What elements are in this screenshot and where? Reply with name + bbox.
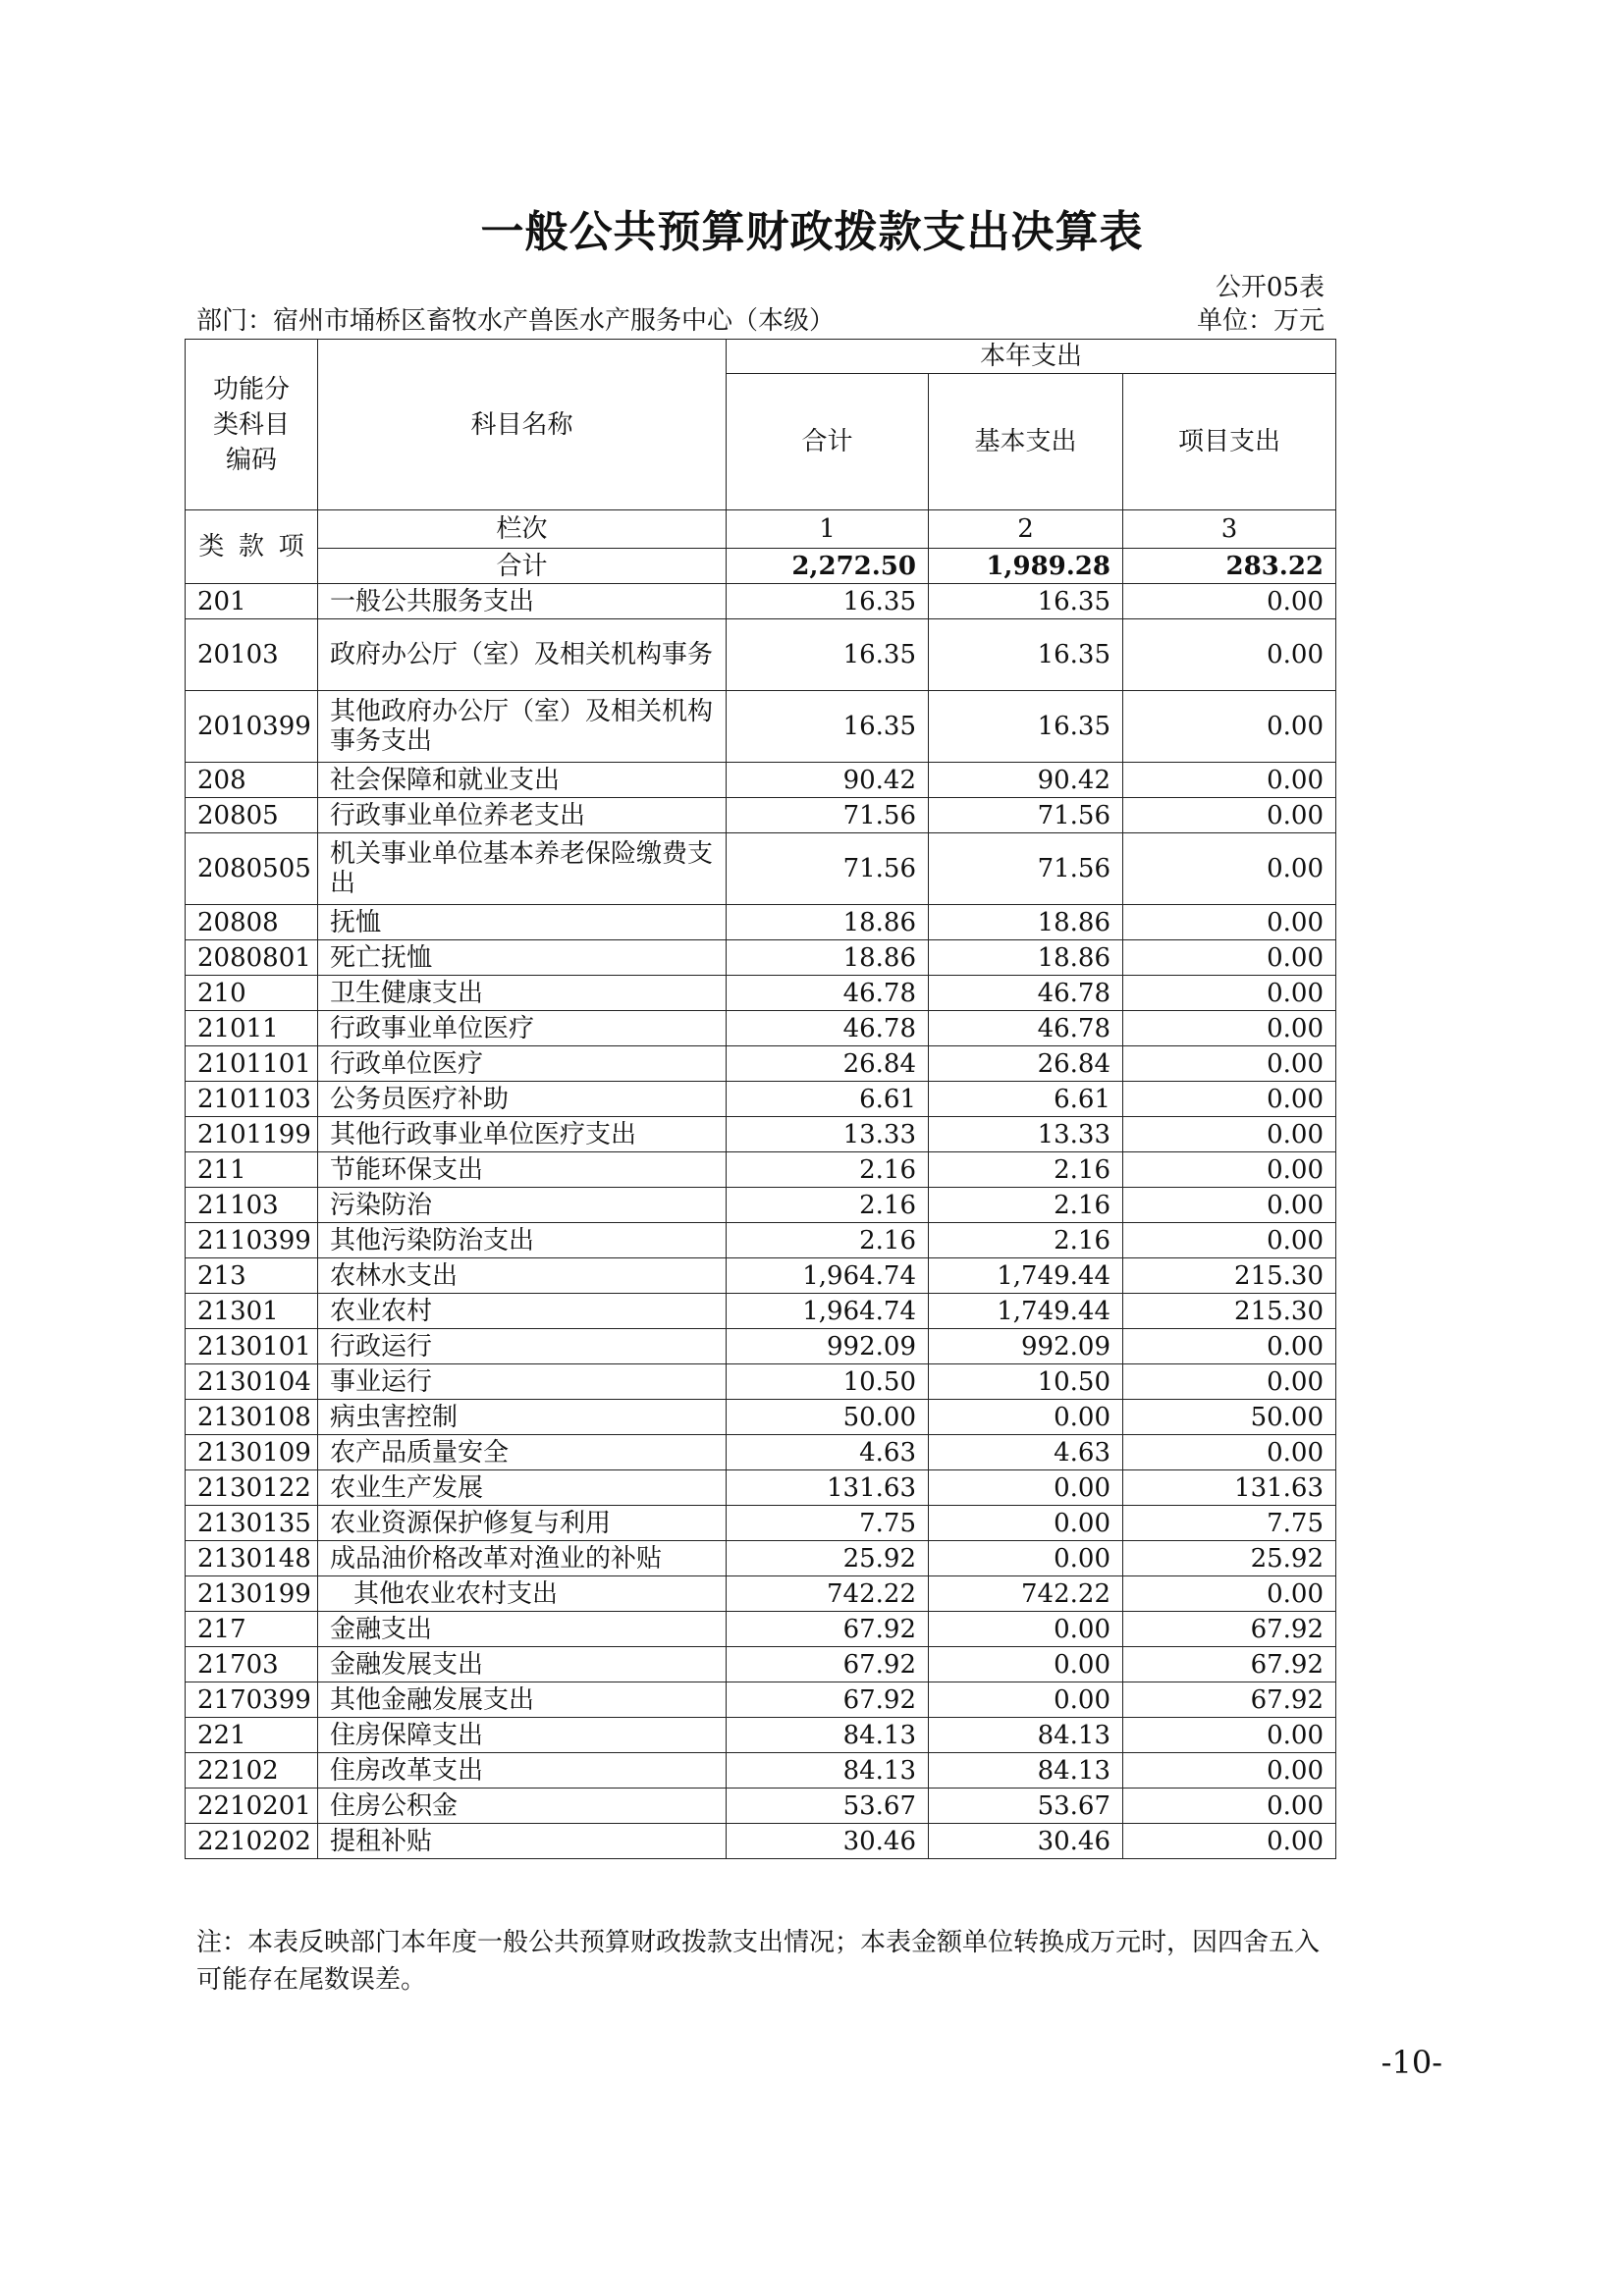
row-basic: 0.00 (929, 1612, 1123, 1647)
row-basic: 16.35 (929, 619, 1123, 691)
total-row (186, 549, 1336, 584)
table-row (186, 691, 1336, 763)
row-total: 2.16 (727, 1152, 929, 1188)
row-total: 71.56 (727, 798, 929, 833)
row-basic: 2.16 (929, 1152, 1123, 1188)
row-code: 2130122 (186, 1470, 318, 1506)
header-total: 合计 (727, 374, 929, 510)
class-cell (186, 510, 318, 584)
row-code: 20808 (186, 905, 318, 940)
row-code: 213 (186, 1258, 318, 1294)
table-row (186, 763, 1336, 798)
row-name: 机关事业单位基本养老保险缴费支出 (318, 833, 727, 905)
row-total: 16.35 (727, 691, 929, 763)
row-total: 10.50 (727, 1364, 929, 1400)
row-name: 其他农业农村支出 (318, 1576, 727, 1612)
row-basic: 71.56 (929, 833, 1123, 905)
row-basic: 13.33 (929, 1117, 1123, 1152)
table-row (186, 1329, 1336, 1364)
table-row (186, 1647, 1336, 1682)
row-code: 211 (186, 1152, 318, 1188)
row-project: 0.00 (1123, 1152, 1336, 1188)
table-row (186, 1435, 1336, 1470)
total-basic: 1,989.28 (929, 549, 1123, 584)
row-name: 公务员医疗补助 (318, 1082, 727, 1117)
table-row (186, 1294, 1336, 1329)
table-row (186, 833, 1336, 905)
table-row (186, 1682, 1336, 1718)
table-row (186, 1117, 1336, 1152)
row-code: 21103 (186, 1188, 318, 1223)
unit-label: 单位：万元 (1196, 306, 1325, 336)
table-row (186, 619, 1336, 691)
row-code: 20103 (186, 619, 318, 691)
row-basic: 18.86 (929, 905, 1123, 940)
row-basic: 16.35 (929, 691, 1123, 763)
table-row (186, 1258, 1336, 1294)
row-basic: 30.46 (929, 1824, 1123, 1859)
row-total: 131.63 (727, 1470, 929, 1506)
table-row (186, 1082, 1336, 1117)
row-project: 0.00 (1123, 1718, 1336, 1753)
table-row (186, 1470, 1336, 1506)
row-basic: 90.42 (929, 763, 1123, 798)
row-name: 行政事业单位养老支出 (318, 798, 727, 833)
row-total: 16.35 (727, 619, 929, 691)
row-code: 2101101 (186, 1046, 318, 1082)
row-basic: 0.00 (929, 1470, 1123, 1506)
index-3: 3 (1123, 510, 1336, 549)
row-total: 53.67 (727, 1789, 929, 1824)
row-basic: 992.09 (929, 1329, 1123, 1364)
row-project: 0.00 (1123, 1789, 1336, 1824)
row-name: 提租补贴 (318, 1824, 727, 1859)
header-code (186, 340, 318, 510)
row-code: 217 (186, 1612, 318, 1647)
form-number: 公开05表 (1215, 273, 1325, 302)
table-row (186, 1541, 1336, 1576)
department-label: 部门：宿州市埇桥区畜牧水产兽医水产服务中心（本级） (196, 306, 836, 336)
row-project: 131.63 (1123, 1470, 1336, 1506)
table-row (186, 584, 1336, 619)
table-row (186, 1011, 1336, 1046)
row-name: 金融发展支出 (318, 1647, 727, 1682)
row-project: 0.00 (1123, 584, 1336, 619)
index-1: 1 (727, 510, 929, 549)
row-total: 2.16 (727, 1223, 929, 1258)
index-label: 栏次 (318, 510, 727, 549)
row-total: 67.92 (727, 1682, 929, 1718)
row-code: 2130108 (186, 1400, 318, 1435)
table-row (186, 1223, 1336, 1258)
header-code-label: 功能分类科目编码 (212, 374, 290, 475)
footnote: 注：本表反映部门本年度一般公共预算财政拨款支出情况；本表金额单位转换成万元时，因四舍五入可能存在尾数误差。 (196, 1928, 1321, 1995)
row-name: 住房公积金 (318, 1789, 727, 1824)
row-project: 0.00 (1123, 1188, 1336, 1223)
row-name: 节能环保支出 (318, 1152, 727, 1188)
row-total: 90.42 (727, 763, 929, 798)
header-row-1 (186, 340, 1336, 374)
row-code: 208 (186, 763, 318, 798)
row-name: 一般公共服务支出 (318, 584, 727, 619)
row-name: 金融支出 (318, 1612, 727, 1647)
row-name: 卫生健康支出 (318, 976, 727, 1011)
row-project: 0.00 (1123, 619, 1336, 691)
row-basic: 26.84 (929, 1046, 1123, 1082)
total-label: 合计 (318, 549, 727, 584)
row-project: 7.75 (1123, 1506, 1336, 1541)
row-code: 221 (186, 1718, 318, 1753)
row-project: 0.00 (1123, 1753, 1336, 1789)
row-total: 992.09 (727, 1329, 929, 1364)
row-project: 0.00 (1123, 1223, 1336, 1258)
row-basic: 6.61 (929, 1082, 1123, 1117)
row-name: 农业资源保护修复与利用 (318, 1506, 727, 1541)
row-project: 0.00 (1123, 1082, 1336, 1117)
row-name: 行政事业单位医疗 (318, 1011, 727, 1046)
row-total: 67.92 (727, 1647, 929, 1682)
header-name: 科目名称 (318, 340, 727, 510)
page-title: 一般公共预算财政拨款支出决算表 (480, 207, 1144, 257)
expenditure-table (185, 339, 1336, 1859)
row-basic: 2.16 (929, 1188, 1123, 1223)
table-row (186, 1152, 1336, 1188)
row-project: 0.00 (1123, 905, 1336, 940)
row-project: 0.00 (1123, 833, 1336, 905)
row-total: 46.78 (727, 976, 929, 1011)
row-total: 1,964.74 (727, 1294, 929, 1329)
row-code: 22102 (186, 1753, 318, 1789)
row-code: 21301 (186, 1294, 318, 1329)
row-name: 住房保障支出 (318, 1718, 727, 1753)
row-project: 0.00 (1123, 1011, 1336, 1046)
row-code: 2010399 (186, 691, 318, 763)
row-project: 50.00 (1123, 1400, 1336, 1435)
row-name: 农林水支出 (318, 1258, 727, 1294)
row-project: 0.00 (1123, 976, 1336, 1011)
row-project: 0.00 (1123, 1364, 1336, 1400)
table-row (186, 1506, 1336, 1541)
index-row (186, 510, 1336, 549)
total-sum: 2,272.50 (727, 549, 929, 584)
row-project: 0.00 (1123, 1435, 1336, 1470)
row-code: 2210202 (186, 1824, 318, 1859)
row-total: 84.13 (727, 1753, 929, 1789)
row-code: 2130148 (186, 1541, 318, 1576)
row-name: 污染防治 (318, 1188, 727, 1223)
row-code: 2130135 (186, 1506, 318, 1541)
row-project: 25.92 (1123, 1541, 1336, 1576)
row-basic: 2.16 (929, 1223, 1123, 1258)
row-basic: 0.00 (929, 1541, 1123, 1576)
row-name: 农业生产发展 (318, 1470, 727, 1506)
row-code: 2080505 (186, 833, 318, 905)
table-row (186, 905, 1336, 940)
row-name: 行政运行 (318, 1329, 727, 1364)
row-name: 其他金融发展支出 (318, 1682, 727, 1718)
index-2: 2 (929, 510, 1123, 549)
row-total: 742.22 (727, 1576, 929, 1612)
row-name: 抚恤 (318, 905, 727, 940)
row-name: 事业运行 (318, 1364, 727, 1400)
table-row (186, 798, 1336, 833)
table-row (186, 1188, 1336, 1223)
row-total: 46.78 (727, 1011, 929, 1046)
row-name: 农产品质量安全 (318, 1435, 727, 1470)
row-code: 2210201 (186, 1789, 318, 1824)
row-name: 其他污染防治支出 (318, 1223, 727, 1258)
header-group: 本年支出 (727, 340, 1336, 374)
row-code: 2130104 (186, 1364, 318, 1400)
row-name: 政府办公厅（室）及相关机构事务 (318, 619, 727, 691)
row-total: 2.16 (727, 1188, 929, 1223)
class-lei: 类 (198, 532, 225, 561)
row-code: 2110399 (186, 1223, 318, 1258)
row-basic: 1,749.44 (929, 1258, 1123, 1294)
row-basic: 53.67 (929, 1789, 1123, 1824)
row-project: 0.00 (1123, 1576, 1336, 1612)
row-total: 67.92 (727, 1612, 929, 1647)
row-name: 成品油价格改革对渔业的补贴 (318, 1541, 727, 1576)
header-basic: 基本支出 (929, 374, 1123, 510)
table-row (186, 1753, 1336, 1789)
table-row (186, 1789, 1336, 1824)
row-code: 21011 (186, 1011, 318, 1046)
total-project: 283.22 (1123, 549, 1336, 584)
row-basic: 84.13 (929, 1718, 1123, 1753)
row-code: 21703 (186, 1647, 318, 1682)
row-basic: 0.00 (929, 1682, 1123, 1718)
row-total: 7.75 (727, 1506, 929, 1541)
row-basic: 10.50 (929, 1364, 1123, 1400)
row-total: 50.00 (727, 1400, 929, 1435)
row-name: 其他政府办公厅（室）及相关机构事务支出 (318, 691, 727, 763)
row-total: 4.63 (727, 1435, 929, 1470)
row-project: 215.30 (1123, 1258, 1336, 1294)
row-code: 20805 (186, 798, 318, 833)
row-basic: 18.86 (929, 940, 1123, 976)
row-code: 2130199 (186, 1576, 318, 1612)
row-project: 0.00 (1123, 1824, 1336, 1859)
row-basic: 46.78 (929, 1011, 1123, 1046)
row-project: 0.00 (1123, 1046, 1336, 1082)
table-row (186, 1576, 1336, 1612)
row-basic: 0.00 (929, 1400, 1123, 1435)
table-row (186, 1400, 1336, 1435)
row-total: 1,964.74 (727, 1258, 929, 1294)
row-code: 2130101 (186, 1329, 318, 1364)
row-name: 病虫害控制 (318, 1400, 727, 1435)
row-project: 215.30 (1123, 1294, 1336, 1329)
row-project: 0.00 (1123, 763, 1336, 798)
table-row (186, 1824, 1336, 1859)
row-total: 18.86 (727, 905, 929, 940)
row-project: 0.00 (1123, 798, 1336, 833)
row-total: 18.86 (727, 940, 929, 976)
row-name: 社会保障和就业支出 (318, 763, 727, 798)
table-row (186, 976, 1336, 1011)
row-project: 67.92 (1123, 1647, 1336, 1682)
row-code: 2101103 (186, 1082, 318, 1117)
row-project: 67.92 (1123, 1612, 1336, 1647)
row-basic: 1,749.44 (929, 1294, 1123, 1329)
table-row (186, 940, 1336, 976)
row-basic: 4.63 (929, 1435, 1123, 1470)
row-project: 0.00 (1123, 1117, 1336, 1152)
row-name: 死亡抚恤 (318, 940, 727, 976)
row-total: 71.56 (727, 833, 929, 905)
row-code: 2080801 (186, 940, 318, 976)
page-number: -10- (1380, 2044, 1442, 2081)
row-total: 16.35 (727, 584, 929, 619)
row-project: 0.00 (1123, 940, 1336, 976)
row-basic: 742.22 (929, 1576, 1123, 1612)
row-project: 0.00 (1123, 1329, 1336, 1364)
row-basic: 0.00 (929, 1506, 1123, 1541)
row-name: 行政单位医疗 (318, 1046, 727, 1082)
class-kuan: 款 (238, 532, 264, 561)
table-row (186, 1364, 1336, 1400)
row-basic: 16.35 (929, 584, 1123, 619)
row-name: 其他行政事业单位医疗支出 (318, 1117, 727, 1152)
row-name: 住房改革支出 (318, 1753, 727, 1789)
class-xiang: 项 (278, 532, 304, 561)
row-total: 6.61 (727, 1082, 929, 1117)
row-basic: 0.00 (929, 1647, 1123, 1682)
row-basic: 46.78 (929, 976, 1123, 1011)
row-total: 26.84 (727, 1046, 929, 1082)
row-project: 0.00 (1123, 691, 1336, 763)
row-project: 67.92 (1123, 1682, 1336, 1718)
row-code: 210 (186, 976, 318, 1011)
row-total: 84.13 (727, 1718, 929, 1753)
row-code: 2170399 (186, 1682, 318, 1718)
row-total: 25.92 (727, 1541, 929, 1576)
row-code: 2130109 (186, 1435, 318, 1470)
row-code: 2101199 (186, 1117, 318, 1152)
row-name: 农业农村 (318, 1294, 727, 1329)
row-basic: 84.13 (929, 1753, 1123, 1789)
row-code: 201 (186, 584, 318, 619)
table-row (186, 1046, 1336, 1082)
table-row (186, 1718, 1336, 1753)
row-total: 30.46 (727, 1824, 929, 1859)
table-row (186, 1612, 1336, 1647)
header-project: 项目支出 (1123, 374, 1336, 510)
row-basic: 71.56 (929, 798, 1123, 833)
row-total: 13.33 (727, 1117, 929, 1152)
